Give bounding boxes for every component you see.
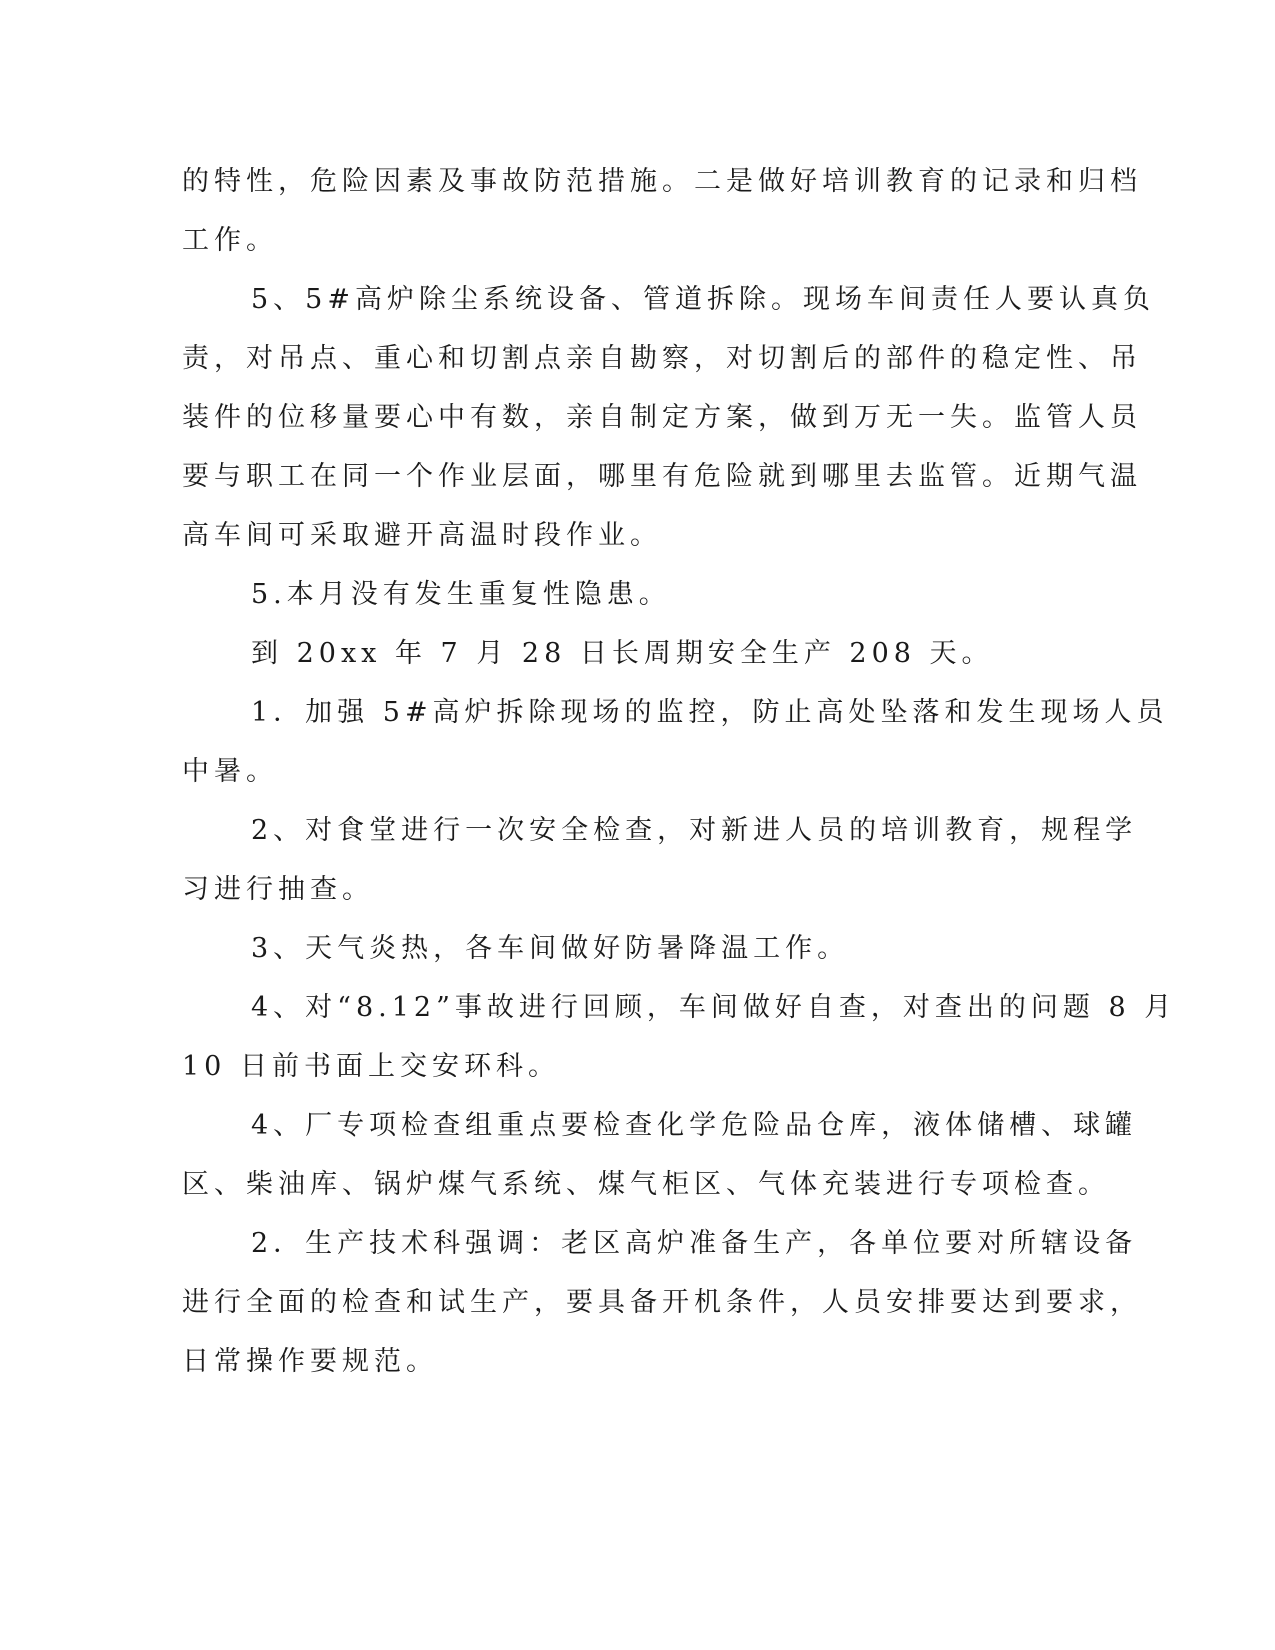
text-line: 2、对食堂进行一次安全检查，对新进人员的培训教育，规程学 [251, 815, 1138, 846]
paragraph-safety-days [182, 624, 1042, 683]
paragraph-item-2-production [182, 1214, 1142, 1391]
paragraph-item-3-heat [182, 919, 1042, 978]
text-line: 责，对吊点、重心和切割点亲自勘察，对切割后的部件的稳定性、吊 [182, 343, 1142, 374]
paragraph-item-4-review [182, 978, 1177, 1096]
text-line: 5、5#高炉除尘系统设备、管道拆除。现场车间责任人要认真负 [251, 284, 1155, 315]
text-line: 4、厂专项检查组重点要检查化学危险品仓库，液体储槽、球罐 [251, 1110, 1138, 1141]
text-line: 区、柴油库、锅炉煤气系统、煤气柜区、气体充装进行专项检查。 [182, 1169, 1110, 1200]
text-line: 要与职工在同一个作业层面，哪里有危险就到哪里去监管。近期气温 [182, 461, 1142, 492]
text-line: 装件的位移量要心中有数，亲自制定方案，做到万无一失。监管人员 [182, 402, 1142, 433]
text-line: 习进行抽查。 [182, 874, 374, 905]
text-line: 2．生产技术科强调：老区高炉准备生产，各单位要对所辖设备 [251, 1228, 1138, 1259]
document-page [182, 152, 1177, 1391]
text-line: 1．加强 5#高炉拆除现场的监控，防止高处坠落和发生现场人员 [251, 697, 1169, 728]
text-line: 5.本月没有发生重复性隐患。 [251, 579, 671, 610]
paragraph-item-4-inspection [182, 1096, 1138, 1214]
text-line: 的特性，危险因素及事故防范措施。二是做好培训教育的记录和归档 [182, 166, 1142, 197]
text-line: 工作。 [182, 225, 278, 256]
text-line: 4、对“8.12”事故进行回顾，车间做好自查，对查出的问题 8 月 [251, 992, 1177, 1023]
paragraph-no-repeat-hazard [182, 565, 1042, 624]
paragraph-item-1-monitoring [182, 683, 1169, 801]
text-line: 进行全面的检查和试生产，要具备开机条件，人员安排要达到要求， [182, 1287, 1142, 1318]
text-line: 10 日前书面上交安环科。 [182, 1051, 560, 1082]
paragraph-continuation [182, 152, 1142, 270]
paragraph-item-2-canteen [182, 801, 1138, 919]
text-line: 3、天气炎热，各车间做好防暑降温工作。 [251, 933, 850, 964]
paragraph-item-5-dust-removal [182, 270, 1155, 565]
text-line: 到 20xx 年 7 月 28 日长周期安全生产 208 天。 [251, 638, 994, 669]
text-line: 日常操作要规范。 [182, 1346, 438, 1377]
text-line: 高车间可采取避开高温时段作业。 [182, 520, 662, 551]
text-line: 中暑。 [182, 756, 278, 787]
